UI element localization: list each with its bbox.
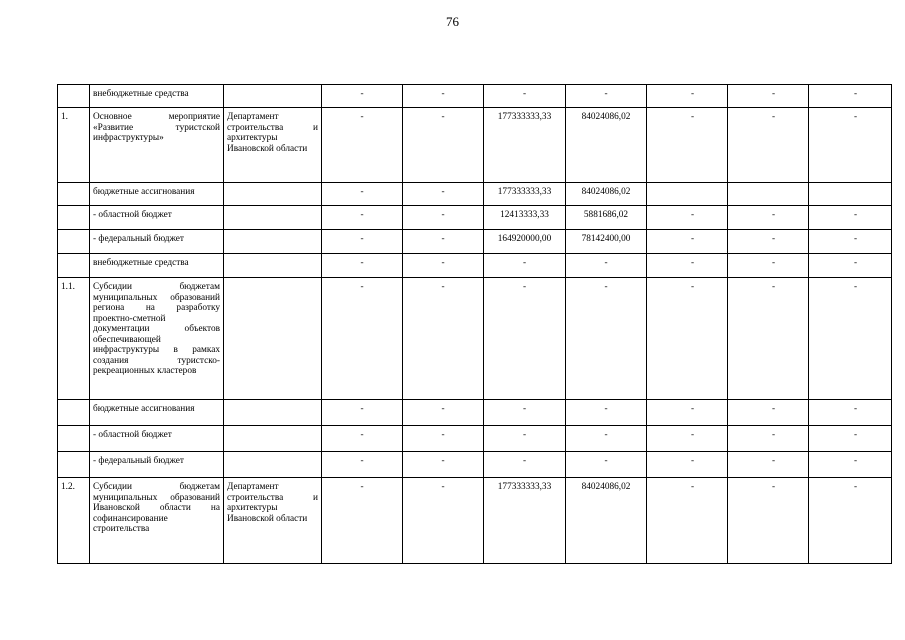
row-number-cell [58,206,90,230]
value-cell: - [647,85,728,108]
value-cell: - [484,400,566,426]
value-cell: - [809,254,892,278]
value-cell: 164920000,00 [484,230,566,254]
row-number-cell [58,85,90,108]
table-row [58,254,892,278]
table-row [58,452,892,478]
executor-cell [224,85,322,108]
value-cell: - [809,108,892,183]
value-cell: - [403,206,484,230]
value-cell: - [809,426,892,452]
value-cell: - [403,230,484,254]
value-cell: - [809,452,892,478]
executor-cell [224,230,322,254]
item-name-cell: Основное мероприятие «Развитие туристской инфраструктуры» [90,108,224,183]
value-cell: - [809,278,892,400]
value-cell: - [322,230,403,254]
executor-cell: Департамент строительства и архитектуры Ивановской области [224,108,322,183]
value-cell: - [484,254,566,278]
value-cell: 84024086,02 [566,108,647,183]
executor-cell [224,278,322,400]
value-cell: - [566,400,647,426]
table-row [58,426,892,452]
value-cell: - [728,278,809,400]
value-cell: - [647,478,728,564]
item-name-cell: бюджетные ассигнования [90,400,224,426]
item-name-cell: внебюджетные средства [90,254,224,278]
value-cell: - [728,85,809,108]
table-row [58,278,892,400]
value-cell: 5881686,02 [566,206,647,230]
executor-cell [224,183,322,206]
table-row [58,183,892,206]
table-row [58,478,892,564]
table-row [58,400,892,426]
value-cell: - [809,478,892,564]
budget-table [57,84,892,564]
value-cell: - [403,85,484,108]
value-cell: - [728,254,809,278]
value-cell: - [566,452,647,478]
row-number-cell [58,183,90,206]
page-number: 76 [446,14,459,29]
value-cell: - [403,183,484,206]
value-cell: - [647,400,728,426]
row-number-cell [58,426,90,452]
value-cell: 12413333,33 [484,206,566,230]
executor-cell [224,452,322,478]
value-cell: - [566,426,647,452]
value-cell: 84024086,02 [566,478,647,564]
value-cell: - [322,426,403,452]
value-cell: - [728,452,809,478]
value-cell: - [566,254,647,278]
table-row [58,206,892,230]
row-number-cell: 1. [58,108,90,183]
item-name-cell: Субсидии бюджетам муниципальных образований Ивановской области на софинансирование строительства [90,478,224,564]
value-cell: - [728,206,809,230]
value-cell: - [809,230,892,254]
executor-cell [224,400,322,426]
value-cell: - [647,108,728,183]
value-cell: - [484,278,566,400]
item-name-cell: - федеральный бюджет [90,230,224,254]
executor-cell [224,254,322,278]
value-cell: - [322,254,403,278]
table-row [58,108,892,183]
value-cell: - [322,400,403,426]
item-name-cell: - областной бюджет [90,426,224,452]
value-cell: - [322,206,403,230]
value-cell: - [809,206,892,230]
row-number-cell: 1.2. [58,478,90,564]
value-cell: - [647,230,728,254]
value-cell [728,183,809,206]
value-cell: - [647,452,728,478]
value-cell [809,183,892,206]
value-cell: - [809,400,892,426]
row-number-cell [58,230,90,254]
table-row [58,230,892,254]
value-cell [647,183,728,206]
value-cell: 78142400,00 [566,230,647,254]
row-number-cell [58,254,90,278]
item-name-cell: - областной бюджет [90,206,224,230]
value-cell: 177333333,33 [484,108,566,183]
value-cell: - [647,426,728,452]
value-cell: - [322,183,403,206]
value-cell: - [403,478,484,564]
value-cell: - [647,206,728,230]
value-cell: - [566,85,647,108]
executor-cell [224,426,322,452]
value-cell: - [322,85,403,108]
item-name-cell: Субсидии бюджетам муниципальных образований региона на разработку проектно-сметной документации объектов обеспечивающей инфраструктуры в рамках создания туристско-рекреационных кластеров [90,278,224,400]
value-cell: - [322,278,403,400]
value-cell: - [728,426,809,452]
value-cell: 177333333,33 [484,183,566,206]
value-cell: - [322,478,403,564]
value-cell: - [728,400,809,426]
value-cell: - [647,278,728,400]
executor-cell [224,206,322,230]
value-cell: - [322,108,403,183]
row-number-cell [58,452,90,478]
value-cell: - [322,452,403,478]
value-cell: - [728,108,809,183]
table-row [58,85,892,108]
value-cell: - [484,426,566,452]
value-cell: - [728,230,809,254]
value-cell: - [484,85,566,108]
value-cell: - [809,85,892,108]
value-cell: - [403,108,484,183]
row-number-cell [58,400,90,426]
value-cell: - [403,400,484,426]
value-cell: - [403,278,484,400]
value-cell: - [728,478,809,564]
value-cell: 177333333,33 [484,478,566,564]
value-cell: - [403,254,484,278]
value-cell: 84024086,02 [566,183,647,206]
value-cell: - [403,452,484,478]
item-name-cell: бюджетные ассигнования [90,183,224,206]
value-cell: - [403,426,484,452]
executor-cell: Департамент строительства и архитектуры Ивановской области [224,478,322,564]
value-cell: - [647,254,728,278]
item-name-cell: внебюджетные средства [90,85,224,108]
row-number-cell: 1.1. [58,278,90,400]
value-cell: - [484,452,566,478]
item-name-cell: - федеральный бюджет [90,452,224,478]
value-cell: - [566,278,647,400]
